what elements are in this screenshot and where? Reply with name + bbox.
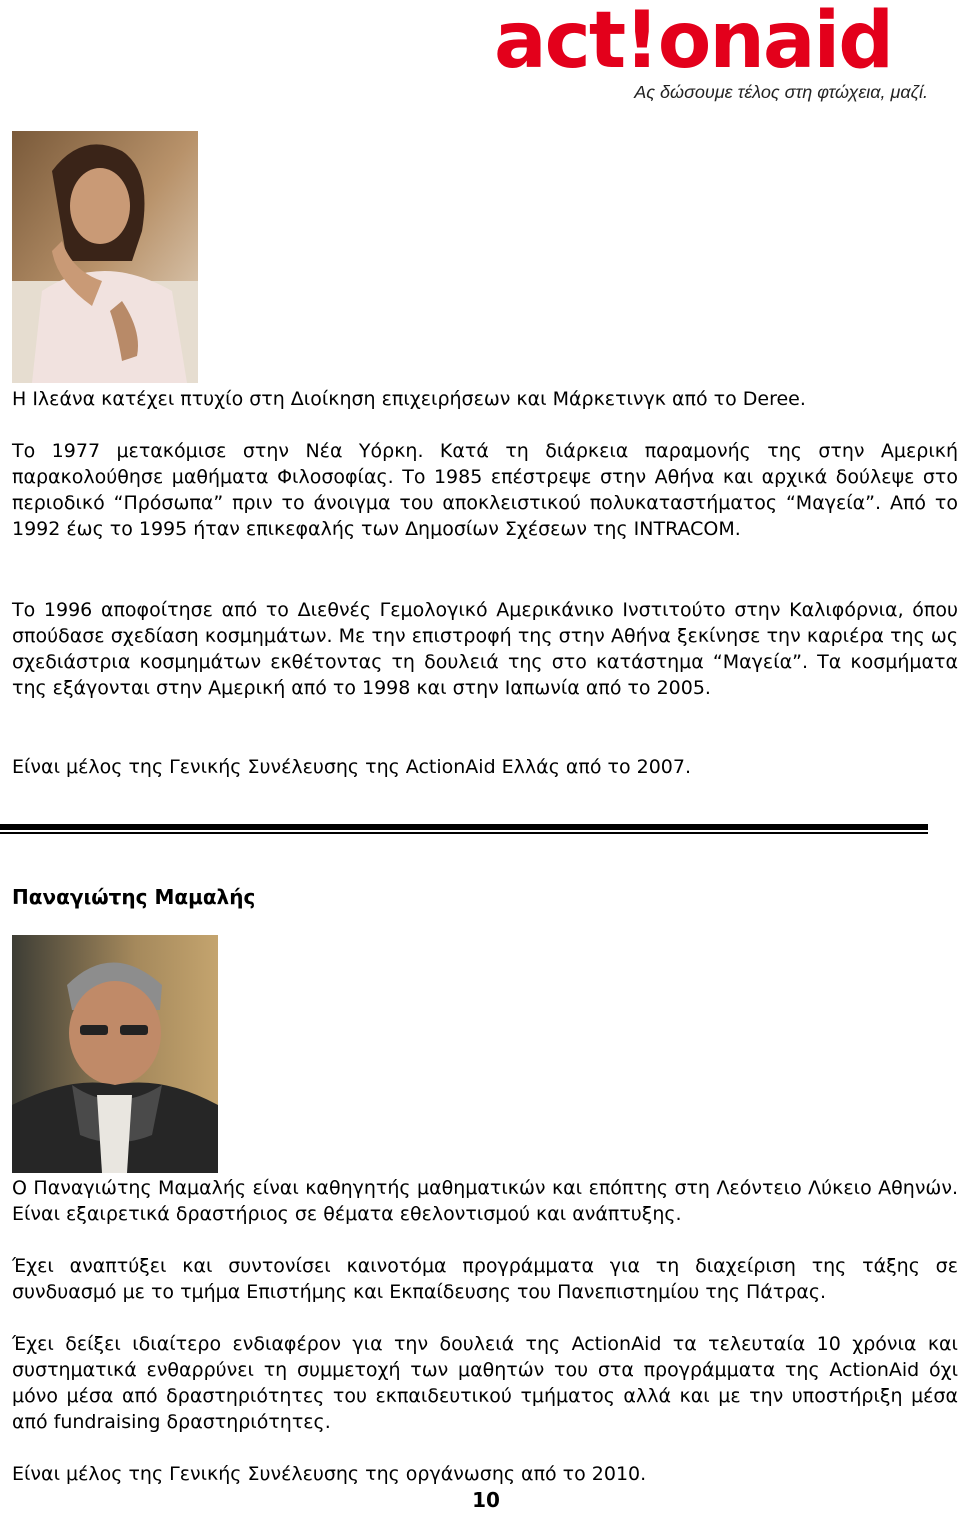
logo-wordmark: act!onaid <box>494 0 893 86</box>
paragraph: Η Ιλεάνα κατέχει πτυχίο στη Διοίκηση επιχειρήσεων και Μάρκετινγκ από το Deree. <box>12 388 806 410</box>
logo-tagline: Ας δώσουμε τέλος στη φτώχεια, μαζί. <box>634 82 928 102</box>
person-name-heading: Παναγιώτης Μαμαλής <box>12 885 256 909</box>
page-number: 10 <box>472 1488 500 1512</box>
paragraph: Το 1996 αποφοίτησε από το Διεθνές Γεμολογικό Αμερικάνικο Ινστιτούτο στην Καλιφόρνια, όπου σπούδασε σχεδίαση κοσμημάτων. Με την επιστροφή της στην Αθήνα ξεκίνησε την καριέρα της ως σχεδιάστρια κοσμημάτων εκθέτοντας τη δουλειά της στο κατάστημα “Μαγεία”. Τα κοσμήματα της εξάγονται στην Αμερική από το 1998 και στην Ιαπωνία από το 2005. <box>12 599 958 699</box>
section-divider <box>0 824 928 830</box>
paragraph: Έχει δείξει ιδιαίτερο ενδιαφέρον για την δουλειά της ActionAid τα τελευταία 10 χρόνια και συστηματικά ενθαρρύνει τη συμμετοχή των μαθητών του στα προγράμματα της ActionAid όχι μόνο μέσα από δραστηριότητες του εκπαιδευτικού τμήματος αλλά και με την υποστήριξη μέσα από fundraising δραστηριότητες. <box>12 1333 958 1433</box>
paragraph: Είναι μέλος της Γενικής Συνέλευσης της ActionAid Ελλάς από το 2007. <box>12 756 692 778</box>
section-divider-thin <box>0 832 928 834</box>
paragraph: Το 1977 μετακόμισε στην Νέα Υόρκη. Κατά τη διάρκεια παραμονής της στην Αμερική παρακολούθησε μαθήματα Φιλοσοφίας. Το 1985 επέστρεψε στην Αθήνα και αρχικά δούλεψε στο περιοδικό “Πρόσωπα” πριν το άνοιγμα του αποκλειστικού πολυκαταστήματος “Μαγεία”. Από το 1992 έως το 1995 ήταν επικεφαλής των Δημοσίων Σχέσεων της INTRACOM. <box>12 440 958 540</box>
actionaid-logo <box>494 0 934 108</box>
portrait-photo-panagiotis <box>12 935 218 1173</box>
paragraph: Είναι μέλος της Γενικής Συνέλευσης της οργάνωσης από το 2010. <box>12 1463 647 1485</box>
paragraph: Ο Παναγιώτης Μαμαλής είναι καθηγητής μαθηματικών και επόπτης στη Λεόντειο Λύκειο Αθηνών. Είναι εξαιρετικά δραστήριος σε θέματα εθελοντισμού και ανάπτυξης. <box>12 1177 958 1225</box>
paragraph: Έχει αναπτύξει και συντονίσει καινοτόμα προγράμματα για τη διαχείριση της τάξης σε συνδυασμό με το τμήμα Επιστήμης και Εκπαίδευσης του Πανεπιστημίου της Πάτρας. <box>12 1255 958 1303</box>
portrait-photo-ileana <box>12 131 198 383</box>
